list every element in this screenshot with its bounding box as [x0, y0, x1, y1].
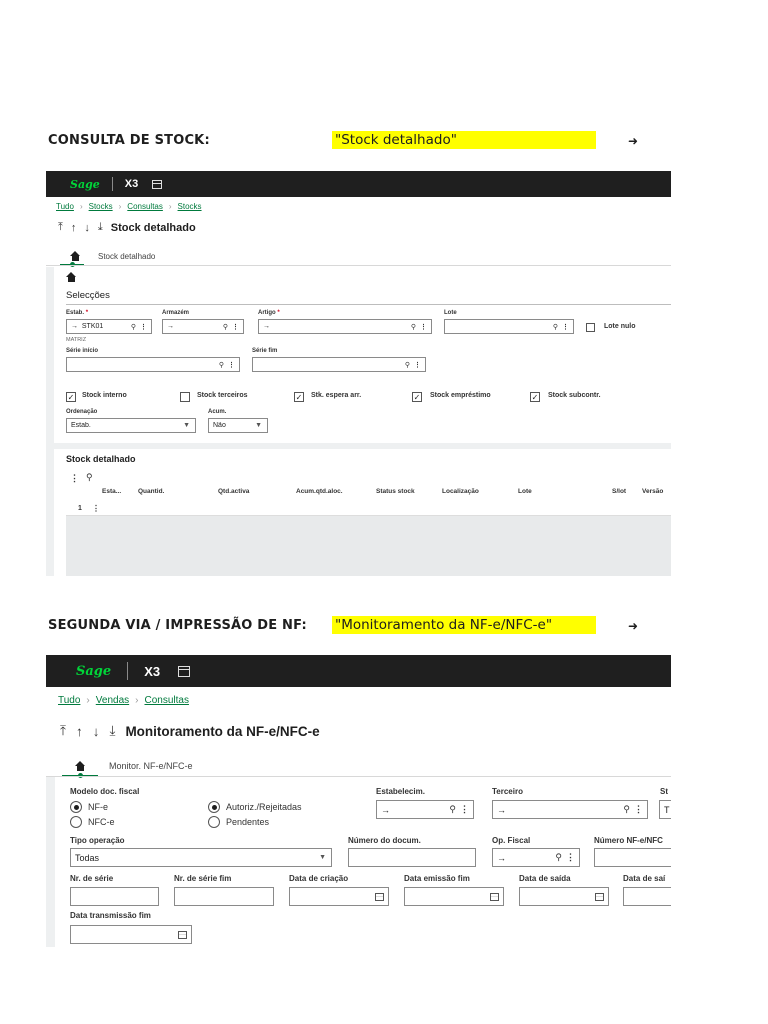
chevron-right-icon: ›	[86, 695, 90, 706]
serie-fim-label: Série fim	[252, 348, 278, 354]
screenshot-stock-detalhado	[46, 171, 671, 576]
highlight-stock-detalhado: "Stock detalhado"	[332, 131, 596, 149]
data-saida-field[interactable]	[519, 887, 609, 906]
estab-caption: MATRIZ	[66, 337, 87, 343]
acum-label: Acum.	[208, 409, 227, 415]
more-icon[interactable]: ⋮	[562, 323, 569, 331]
estabelecim-field[interactable]: → ⚲ ⋮	[376, 800, 474, 819]
st-label: St	[660, 787, 668, 796]
breadcrumb-stocks-2[interactable]: Stocks	[177, 202, 202, 211]
serie-fim-field[interactable]	[252, 357, 426, 372]
col-acum-qtd-aloc[interactable]: Acum.qtd.aloc.	[296, 488, 343, 495]
search-icon[interactable]: ⚲	[222, 323, 228, 331]
estabelecim-label: Estabelecim.	[376, 787, 425, 796]
search-icon[interactable]: ⚲	[410, 323, 416, 331]
left-gutter	[46, 777, 55, 947]
row-number: 1	[78, 505, 82, 512]
op-fiscal-label: Op. Fiscal	[492, 836, 531, 845]
calendar-icon[interactable]	[178, 931, 187, 939]
nr-serie-field[interactable]	[70, 887, 159, 906]
tab-label: Monitor. NF-e/NFC-e	[109, 761, 193, 771]
stock-terceiros-label: Stock terceiros	[197, 392, 248, 399]
terceiro-field[interactable]: → ⚲ ⋮	[492, 800, 648, 819]
chevron-right-icon: ›	[79, 202, 83, 211]
artigo-label: Artigo *	[258, 310, 280, 316]
breadcrumb-consultas[interactable]: Consultas	[127, 202, 163, 211]
first-record-icon[interactable]: ⤒	[60, 723, 66, 738]
more-icon[interactable]: ⋮	[70, 473, 79, 483]
last-record-icon[interactable]: ⤓	[109, 723, 116, 738]
top-bar	[46, 655, 671, 687]
grid-title: Stock detalhado	[66, 454, 136, 464]
data-emissao-fim-field[interactable]	[404, 887, 504, 906]
highlight-monitoramento: "Monitoramento da NF-e/NFC-e"	[332, 616, 596, 634]
breadcrumb-tudo[interactable]: Tudo	[56, 202, 74, 211]
last-record-icon[interactable]: ⤓	[97, 221, 103, 233]
section-heading-nf: SEGUNDA VIA / IMPRESSÃO DE NF:	[48, 618, 307, 633]
stock-terceiros-checkbox[interactable]	[180, 392, 190, 402]
numero-nfe-label: Número NF-e/NFC	[594, 836, 663, 845]
lote-label: Lote	[444, 310, 457, 316]
numero-docum-label: Número do docum.	[348, 836, 421, 845]
divider	[46, 265, 671, 266]
col-s-lot[interactable]: S/lot	[612, 488, 627, 495]
col-lote[interactable]: Lote	[518, 488, 532, 495]
chevron-right-icon: ›	[168, 202, 172, 211]
tab-monitor[interactable]	[75, 761, 193, 771]
sage-logo: Sage	[76, 663, 112, 679]
app-name: X3	[144, 663, 161, 679]
stock-interno-label: Stock interno	[82, 392, 127, 399]
stk-espera-checkbox[interactable]: ✓	[295, 392, 303, 402]
more-icon[interactable]: ⋮	[634, 804, 643, 814]
search-icon[interactable]: ⚲	[623, 804, 630, 814]
nr-serie-fim-field[interactable]	[174, 887, 274, 906]
st-field[interactable]: T	[659, 800, 671, 819]
previous-record-icon[interactable]: ↑	[75, 723, 83, 739]
sage-logo: Sage	[70, 177, 100, 191]
numero-nfe-field[interactable]	[594, 848, 671, 867]
nfce-label: NFC-e	[88, 817, 115, 827]
armazem-field[interactable]: → ⚲ ⋮	[162, 319, 244, 334]
first-record-icon[interactable]: ⤒	[58, 221, 63, 233]
pendentes-radio[interactable]	[208, 816, 220, 828]
data-criacao-label: Data de criação	[289, 874, 349, 883]
calendar-icon[interactable]	[595, 893, 604, 901]
lote-nulo-checkbox[interactable]	[586, 323, 595, 332]
calendar-icon[interactable]	[178, 666, 190, 677]
breadcrumb-consultas[interactable]: Consultas	[144, 695, 189, 706]
nfe-radio[interactable]	[70, 801, 82, 813]
search-icon[interactable]: ⚲	[552, 323, 558, 331]
search-icon[interactable]: ⚲	[130, 323, 136, 331]
op-fiscal-field[interactable]: → ⚲ ⋮	[492, 848, 580, 867]
estab-label: Estab. *	[66, 310, 89, 316]
terceiro-label: Terceiro	[492, 787, 523, 796]
armazem-label: Armazém	[162, 310, 190, 316]
calendar-icon[interactable]	[490, 893, 499, 901]
data-transmissao-fim-label: Data transmissão fim	[70, 911, 151, 920]
estab-field[interactable]: → STK01 ⚲ ⋮	[66, 319, 152, 334]
breadcrumb	[56, 202, 202, 211]
search-icon[interactable]: ⚲	[449, 804, 456, 814]
next-record-icon[interactable]: ↓	[84, 221, 90, 234]
section-separator	[54, 443, 671, 449]
breadcrumb-vendas[interactable]: Vendas	[95, 695, 130, 706]
col-quantid[interactable]: Quantid.	[138, 488, 165, 495]
ordenacao-select[interactable]: Estab. ▼	[66, 418, 196, 433]
artigo-field[interactable]: → ⚲ ⋮	[258, 319, 432, 334]
lote-nulo-label: Lote nulo	[604, 323, 636, 330]
nfe-label: NF-e	[88, 802, 108, 812]
chevron-right-icon: ›	[118, 202, 122, 211]
more-icon[interactable]: ⋮	[414, 361, 421, 369]
col-versao[interactable]: Versão	[642, 488, 664, 495]
breadcrumb-stocks[interactable]: Stocks	[88, 202, 113, 211]
tipo-operacao-label: Tipo operação	[70, 836, 125, 845]
serie-inicio-field[interactable]	[66, 357, 240, 372]
nr-serie-fim-label: Nr. de série fim	[174, 874, 232, 883]
divider	[127, 662, 128, 680]
page-title: Stock detalhado	[110, 221, 196, 234]
chevron-down-icon: ▼	[183, 422, 190, 429]
arrow-icon: ➜	[628, 134, 639, 148]
screenshot-monitoramento	[46, 655, 671, 947]
autoriz-label: Autoriz./Rejeitadas	[226, 802, 302, 812]
section-title: Selecções	[66, 290, 110, 301]
arrow-icon: ➜	[628, 619, 639, 633]
col-status-stock[interactable]: Status stock	[376, 488, 415, 495]
home-icon[interactable]	[66, 272, 76, 282]
search-icon[interactable]: ⚲	[404, 361, 410, 369]
divider	[112, 177, 113, 191]
title-bar	[58, 221, 196, 234]
stock-emprestimo-checkbox[interactable]: ✓	[413, 392, 421, 402]
pendentes-label: Pendentes	[226, 817, 270, 827]
more-icon[interactable]: ⋮	[460, 804, 469, 814]
lote-field[interactable]	[444, 319, 574, 334]
calendar-icon[interactable]	[375, 893, 384, 901]
ordenacao-label: Ordenação	[66, 409, 98, 415]
more-icon[interactable]: ⋮	[420, 323, 427, 331]
serie-inicio-label: Série início	[66, 348, 99, 354]
chevron-right-icon: ›	[135, 695, 139, 706]
divider	[66, 304, 671, 305]
section-heading-stock: CONSULTA DE STOCK:	[48, 133, 210, 148]
data-criacao-field[interactable]	[289, 887, 389, 906]
tab-label: Stock detalhado	[98, 251, 156, 261]
tipo-operacao-select[interactable]: Todas ▼	[70, 848, 332, 867]
more-icon[interactable]: ⋮	[228, 361, 235, 369]
data-sai-field[interactable]	[623, 887, 671, 906]
top-bar	[46, 171, 671, 197]
stk-espera-label: Stk. espera arr.	[311, 392, 362, 399]
row-menu-icon[interactable]: ⋮	[92, 504, 100, 513]
col-localizacao[interactable]: Localização	[442, 488, 479, 495]
chevron-down-icon: ▼	[255, 422, 262, 429]
more-icon[interactable]: ⋮	[232, 323, 239, 331]
title-bar	[60, 723, 320, 739]
col-estab[interactable]: Esta...	[102, 488, 122, 495]
previous-record-icon[interactable]: ↑	[70, 221, 77, 234]
acum-select[interactable]: Não ▼	[208, 418, 268, 433]
tab-stock-detalhado[interactable]	[70, 251, 155, 261]
divider	[46, 776, 671, 777]
page-title: Monitoramento da NF-e/NFC-e	[125, 723, 320, 739]
app-name: X3	[124, 178, 139, 190]
data-emissao-fim-label: Data emissão fim	[404, 874, 470, 883]
more-icon[interactable]: ⋮	[140, 323, 147, 331]
search-icon[interactable]: ⚲	[555, 852, 562, 862]
search-icon[interactable]: ⚲	[86, 472, 93, 482]
modelo-label: Modelo doc. fiscal	[70, 787, 140, 796]
stock-subcontr-checkbox[interactable]: ✓	[531, 392, 539, 402]
chevron-down-icon: ▼	[319, 854, 326, 861]
numero-docum-field[interactable]	[348, 848, 476, 867]
calendar-icon[interactable]	[152, 180, 162, 189]
more-icon[interactable]: ⋮	[566, 852, 575, 862]
nr-serie-label: Nr. de série	[70, 874, 114, 883]
breadcrumb	[58, 695, 189, 706]
stock-interno-checkbox[interactable]: ✓	[67, 392, 75, 402]
data-transmissao-fim-field[interactable]	[70, 925, 192, 944]
data-sai-label: Data de saí	[623, 874, 666, 883]
home-icon[interactable]	[75, 761, 85, 771]
col-qtd-activa[interactable]: Qtd.activa	[218, 488, 250, 495]
data-saida-label: Data de saída	[519, 874, 571, 883]
home-icon[interactable]	[70, 251, 80, 261]
autoriz-radio[interactable]	[208, 801, 220, 813]
next-record-icon[interactable]: ↓	[92, 723, 100, 739]
breadcrumb-tudo[interactable]: Tudo	[58, 695, 81, 706]
table-row[interactable]	[66, 501, 671, 516]
stock-subcontr-label: Stock subcontr.	[548, 392, 601, 399]
search-icon[interactable]: ⚲	[218, 361, 224, 369]
nfce-radio[interactable]	[70, 816, 82, 828]
left-gutter	[46, 267, 54, 576]
stock-emprestimo-label: Stock empréstimo	[430, 392, 491, 399]
